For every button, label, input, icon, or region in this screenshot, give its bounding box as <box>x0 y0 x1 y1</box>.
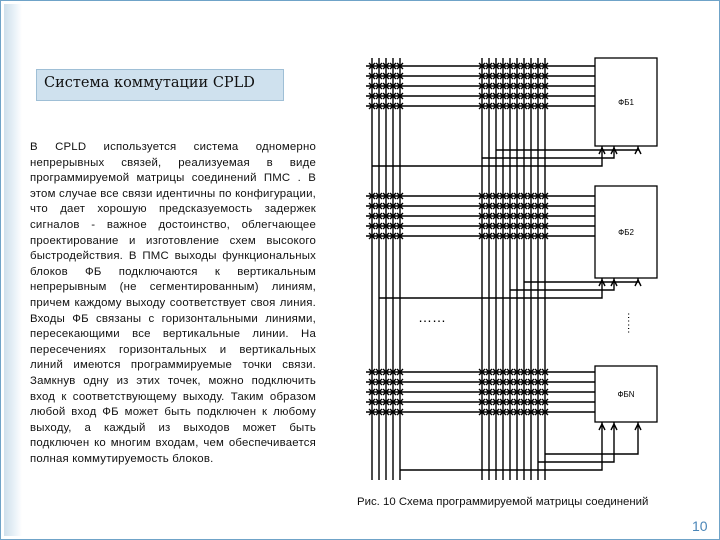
output-line <box>482 146 614 158</box>
dots-horizontal: …… <box>418 309 446 325</box>
output-line <box>400 422 602 470</box>
function-block-label: ФБ2 <box>618 228 634 237</box>
body-text: В CPLD используется система одномерно непрерывных связей, реализуемая в виде программируемой матрицы соединений ПМС . В этом случае все связи идентичны по конфигурации, что дает хорошую предсказуемость задержек сигналов - важное достоинство, облегчающее проектирование и изготовление схем высокого быстродействия. В ПМС выходы функциональных блоков ФБ подключаются к вертикальным непрерывным (не сегментированным) линиям, причем каждому выходу соответствует своя линия. Входы ФБ связаны с горизонтальными линиями, пересекающими все вертикальные линии. На пересечениях горизонтальных и вертикальных линий имеются программируемые точки связи. Замкнув одну из этих точек, можно подключить вход к соответствующему выходу. Таким образом любой вход ФБ может быть подключен к любому выходу, а каждый из выходов может быть подключен ко многим входам, чем обеспечивается полная коммутируемость блоков. <box>30 141 316 465</box>
slide-title-box <box>36 69 284 101</box>
dots-vertical: …… <box>625 312 637 334</box>
function-blocks <box>595 58 657 422</box>
connection-points <box>369 63 548 415</box>
output-line <box>379 278 602 298</box>
output-line <box>372 146 602 166</box>
pms-diagram <box>352 54 662 484</box>
slide-title: Система коммутации CPLD <box>44 75 255 91</box>
vertical-lines <box>372 58 545 480</box>
output-arrow <box>635 148 641 154</box>
function-block-label: ФБ1 <box>618 98 634 107</box>
page-number: 10 <box>692 518 708 534</box>
output-line <box>510 278 614 290</box>
figure-caption: Рис. 10 Схема программируемой матрицы соединений <box>357 496 649 508</box>
output-line <box>545 422 638 454</box>
output-arrow <box>635 280 641 286</box>
sidebar-decoration <box>4 4 22 536</box>
function-block-label: ФБN <box>617 390 635 399</box>
